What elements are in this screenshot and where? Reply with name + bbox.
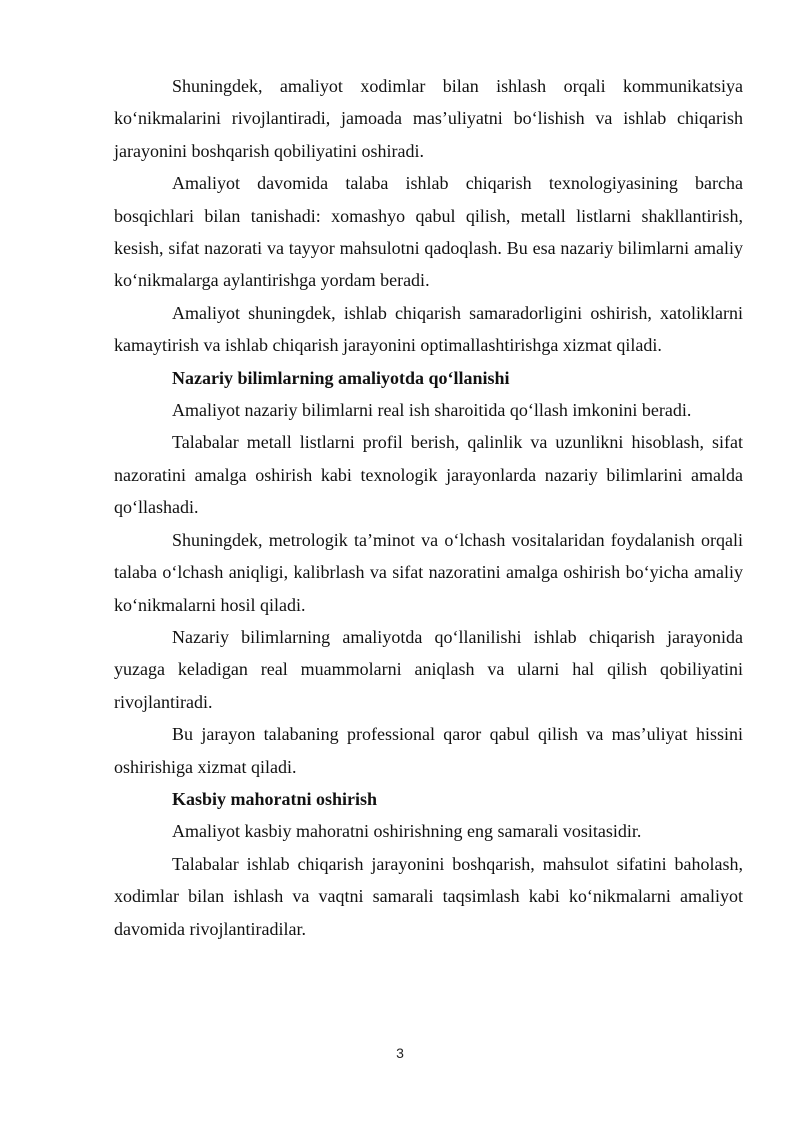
paragraph-effective-tool: Amaliyot kasbiy mahoratni oshirishning eng samarali vositasidir.: [172, 821, 642, 842]
document-body: [114, 70, 743, 945]
section-heading-theory-in-practice: Nazariy bilimlarning amaliyotda qo‘llanishi: [172, 367, 510, 388]
paragraph-metrology: Shuningdek, metrologik ta’minot va o‘lchash vositalaridan foydalanish orqali talaba o‘lchash aniqligi, kalibrlash va sifat nazoratini amalga oshirish bo‘yicha amaliy ko‘nikmalarni hosil qiladi.: [114, 529, 743, 615]
page-number: 3: [396, 1045, 404, 1061]
paragraph-problem-solving: Nazariy bilimlarning amaliyotda qo‘llanilishi ishlab chiqarish jarayonida yuzaga keladigan real muammolarni aniqlash va ularni hal qilish qobiliyatini rivojlantiradi.: [114, 626, 743, 712]
paragraph-professional-decisions: Bu jarayon talabaning professional qaror qabul qilish va mas’uliyat hissini oshirishiga xizmat qiladi.: [114, 724, 743, 777]
paragraph-communication-skills: Shuningdek, amaliyot xodimlar bilan ishlash orqali kommunikatsiya ko‘nikmalarini rivojlantiradi, jamoada mas’uliyatni bo‘lishish va ishlab chiqarish jarayonini boshqarish qobiliyatini oshiradi.: [114, 76, 743, 161]
section-heading-professional-skills: Kasbiy mahoratni oshirish: [172, 788, 378, 809]
paragraph-management-skills: Talabalar ishlab chiqarish jarayonini boshqarish, mahsulot sifatini baholash, xodimlar bilan ishlash va vaqtni samarali taqsimlash kabi ko‘nikmalarni amaliyot davomida rivojlantiradilar.: [114, 853, 743, 939]
paragraph-real-conditions: Amaliyot nazariy bilimlarni real ish sharoitida qo‘llash imkonini beradi.: [172, 400, 692, 421]
paragraph-production-efficiency: Amaliyot shuningdek, ishlab chiqarish samaradorligini oshirish, xatoliklarni kamaytirish va ishlab chiqarish jarayonini optimallashtirishga xizmat qiladi.: [114, 302, 743, 356]
paragraph-metal-sheets: Talabalar metall listlarni profil berish, qalinlik va uzunlikni hisoblash, sifat nazoratini amalga oshirish kabi texnologik jarayonlarda nazariy bilimlarini amalda qo‘llashadi.: [114, 432, 743, 518]
paragraph-production-stages: Amaliyot davomida talaba ishlab chiqarish texnologiyasining barcha bosqichlari bilan tanishadi: xomashyo qabul qilish, metall listlarni shakllantirish, kesish, sifat nazorati va tayyor mahsulotni qadoqlash. Bu esa nazariy bilimlarni amaliy ko‘nikmalarga aylantirishga yordam beradi.: [114, 173, 743, 291]
